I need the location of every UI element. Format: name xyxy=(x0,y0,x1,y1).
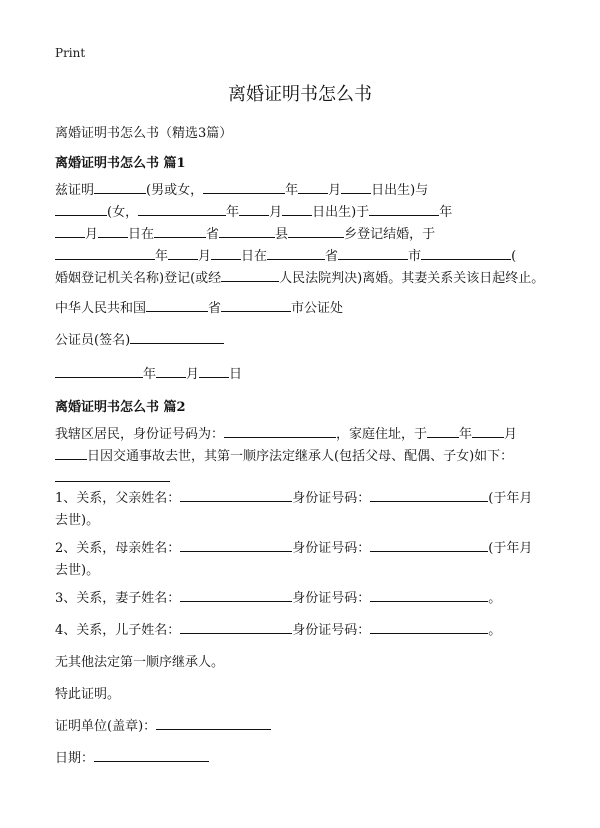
blank xyxy=(168,246,198,260)
blank xyxy=(55,246,155,260)
blank xyxy=(298,180,328,194)
blank xyxy=(370,588,488,602)
son-line: 4、关系，儿子姓名： 身份证号码： 。 xyxy=(55,620,550,642)
blank xyxy=(94,180,146,194)
blank xyxy=(55,202,107,216)
blank xyxy=(211,246,241,260)
blank xyxy=(472,424,504,438)
blank xyxy=(180,488,292,502)
blank xyxy=(55,364,143,378)
blank xyxy=(203,180,285,194)
wife-line: 3、关系，妻子姓名： 身份证号码： 。 xyxy=(55,588,550,610)
blank xyxy=(55,446,87,460)
blank xyxy=(219,224,275,238)
blank xyxy=(221,268,279,282)
blank xyxy=(369,202,439,216)
blank xyxy=(341,180,371,194)
section-1-paragraph-1: 兹证明 (男或女， 年 月 日出生)与 (女， 年 月 日出生)于 年 月 日在 省 县 乡登记结婚，于 年 月 日在 省 市 ( 婚姻登记机关名称)登记(或经 人民法院判决)离婚。其妻关系关该日起终止。 xyxy=(55,180,550,290)
certifying-unit-line: 证明单位(盖章)： xyxy=(55,716,550,738)
blank xyxy=(224,424,336,438)
blank xyxy=(156,364,186,378)
blank xyxy=(154,224,206,238)
blank xyxy=(138,202,226,216)
notary-signature-line: 公证员(签名) xyxy=(55,330,550,352)
section-1-heading: 离婚证明书怎么书 篇1 xyxy=(55,156,186,171)
blank xyxy=(282,202,312,216)
blank xyxy=(180,588,292,602)
blank xyxy=(180,538,292,552)
print-link[interactable]: Print xyxy=(55,46,86,60)
blank xyxy=(180,620,292,634)
no-other-heirs: 无其他法定第一顺序继承人。 xyxy=(55,655,225,670)
blank xyxy=(370,488,488,502)
blank xyxy=(239,202,269,216)
hereby-certify: 特此证明。 xyxy=(55,687,121,702)
blank xyxy=(267,246,325,260)
blank xyxy=(55,468,170,482)
blank xyxy=(130,330,224,344)
blank xyxy=(221,298,291,312)
blank xyxy=(370,538,488,552)
section-2-heading: 离婚证明书怎么书 篇2 xyxy=(55,400,186,415)
page-title: 离婚证明书怎么书 xyxy=(228,84,372,105)
section-2-paragraph-1: 我辖区居民，身份证号码为： ，家庭住址，于 年 月 日因交通事故去世，其第一顺序法定继承人(包括父母、配偶、子女)如下： xyxy=(55,424,550,490)
blank xyxy=(199,364,229,378)
subtitle: 离婚证明书怎么书（精选3篇） xyxy=(55,126,233,141)
blank xyxy=(55,224,85,238)
blank xyxy=(288,224,344,238)
blank xyxy=(156,716,271,730)
blank xyxy=(370,620,488,634)
blank xyxy=(338,246,408,260)
blank xyxy=(98,224,128,238)
blank xyxy=(427,424,459,438)
mother-line: 2、关系，母亲姓名： 身份证号码： (于年月 去世)。 xyxy=(55,538,550,582)
blank xyxy=(94,748,209,762)
date-line: 日期： xyxy=(55,748,550,770)
blank xyxy=(146,298,208,312)
notary-office-line: 中华人民共和国 省 市公证处 xyxy=(55,298,550,320)
blank xyxy=(421,246,511,260)
father-line: 1、关系，父亲姓名： 身份证号码： (于年月 去世)。 xyxy=(55,488,550,532)
section-1-date-line: 年 月 日 xyxy=(55,364,550,386)
